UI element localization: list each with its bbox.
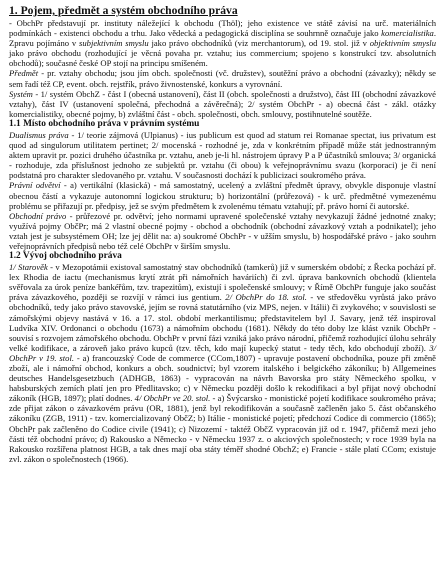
text-run: - a) francouzský Code de commerce (CCom,1807) - upravuje postavení obchodníka, pouze při změně zboží, ale i námořní obchod, konkurs a obch. soudnictví; byl vzorem italského i belgického zákoníku; b) Allgemeines deutsches Handelsgesetzbuch (ADHGB, 1863) - vypracován na návrh Bavorska pro státy Německého spolku, v habsburských zemích platí jen pro Předlitavsko; c) v Německu později došlo k rekodifikaci a byl přijat nový obchodní zákoník (HGB, 1897); platí dodnes. (9, 352, 437, 404)
italic-term: Předmět (9, 68, 39, 79)
text-run: - 1/ teorie zájmová (Ulpianus) - ius publicum est quod ad statum rei Romanae spectat, ius privatum est quod ad singulorum utilitatem pertinet; 2/ mocenská - rozhodné je, zda v konkrétním případě může stát jednostranným aktem upravit pr. pozici druhého účastníka pr. vztahu, aneb je-li hl. nástrojem úpravy P a P účastníků smlouva; 3/ organická - rozhoduje, zda příslušnost jednoho ze subjektů pr. vztahu (či obou) k veřejnoprávnímu svazu (korporaci) je či není podstatná pro charakter sledovaného pr. vztahu. V současnosti dochází k publicizaci soukromého práva. (9, 129, 436, 181)
document-title: 1. Pojem, předmět a systém obchodního práva (9, 4, 238, 17)
text-run: - průřezové pr. odvětví; jeho normami upravené společenské vztahy nevykazují žádné jednotné znaky; využívá pojmy ObčPr; má 2 vlastní obecné pojmy - obchod a obchodník (obchodní závazkový vztah a podnikatel); jeho vztah jest je subsystémem OH; lze jej dělit na: a) soukromé ObchPr - v užším smyslu, b) hospodářské právo - jako souhrn veřejnoprávních předpisů nebo též celé ObchPr v širším smyslu. (9, 210, 437, 251)
italic-term: Dualismus práva (9, 129, 69, 140)
italic-term: Právní odvětví (9, 180, 61, 191)
text-run: - ve středověku vyrůstá jako právo obchodníků, tedy jako právo stavovské, jejím se rovná statutárního (viz MPS, nejen. v Itálii) či zvykového; v souvislosti se zámořskými objevy nastává v 16. a 17. stol. období merkantilismu; představitelem byl J. Savary, jenž též inspiroval Ludvíka XIV. Ordonanci o obchodu (1673) a námořním obchodu (1681). Někdy do této doby lze klást vznik ObchPr - souvisí s rozvojem zámořského obchodu. ObchPr v první fázi vzniká jako právo národní, přičemž rozhodující úlohu sehrály velké kodifikace, a zároveň jako právo kupců (tzv. těch, kdo mají kupecký statut - tedy těch, kdo obchodují zboží). (9, 292, 437, 353)
text-run: - pr. vztahy obchodu; jsou jím obch. společnosti (vč. družstev), soutěžní právo a obchodní (závazky); někdy se sem řadí též CP, event. obch. rejstřík, právo živnostenské, konkurs a vyrovnání. (9, 68, 436, 89)
italic-term: 1/ Starověk (9, 262, 48, 273)
text-run: - a) vertikální (klasická) - má samostatný, ucelený a zvláštní předmět úpravy, obvykle disponuje vlastní obecnou částí a vykazuje autonomní logickou strukturu; b) horizontální (průřezová) - k urč. předmětné vymezenému problému se přiřazují pr. předpisy, jež se svým předmětem k zvolenému tématu vztahují; př. právo horní či autorské. (9, 180, 436, 211)
paragraph (9, 180, 436, 210)
paragraph (9, 89, 436, 119)
italic-term: objektivním smyslu (369, 38, 436, 49)
text-run: jako právo obchodníků (viz merchantorum), od 19. stol. již v (148, 38, 370, 49)
document-body (9, 18, 436, 464)
text-run: - ObchPr představují pr. instituty náležející k obchodu (Thöl); jeho existence ve státě závisí na urč. materiálních podmínkách - existenci obchodu a trhu. Jako vědecká a pedagogická disciplína se souhrnně označuje jako (9, 18, 436, 39)
text-run: - 1/ systém ObchZ - část I (obecná ustanovení), část II (obch. společnosti a družstvo), část III (obchodní závazkové vztahy), část IV (ustanovení společná, přechodná a závěrečná); 2/ systém ObchPr - a) obecná část - zákl. otázky komercialistiky, obecné pojmy, b) zvláštní část - obch. společnosti, obch. smlouvy, postihnutelné soutěže. (9, 88, 436, 119)
text-run: - a) Švýcarsko - monistické pojetí kodifikace soukromého práva; zde přijat zákon o závazkovém právu (OR, 1881), jenž byl rekodifikován a současně začleněn jako 5. část občanského zákoníku (ZGB, 1911) - tzv. komercializovaný ObčZ; b) Itálie - monistické pojetí; předchozí Codice di commercio (1865); ObchPr pak začleněno do Codice civile (1941); c) Nizozemí - taktéž ObčZ vypracován již od r. 1947, přičemž mezi jeho části též obchodní právo; d) Rakousko a Německo - v Německu 1937 z. o akciových společnostech; v roce 1939 byla na Rakousko rozšířena platnost HGB, a tak dnes mají oba státy téměř shodné ObchZ; e) Francie - stále platí CCom; existuje zvl. zákon o společnostech (1966). (9, 393, 436, 464)
paragraph (9, 130, 436, 180)
italic-term: 2/ ObchPr do 18. stol. (225, 292, 307, 303)
italic-term: Systém (9, 88, 33, 99)
text-run: . Zpravu pojímáno v (9, 28, 436, 49)
italic-term: 4/ ObchPr ve 20. stol. (134, 393, 211, 404)
text-run: - v Mezopotámii existoval samostatný stav obchodníků (tamkerů) již v sumerském období; z Řecka pochází př. lex Rhodia de iactu (mechanismus krytí ztrát při námořních haváriích) či zvl. úprava bankovních obchodů (klientela svěřovala za úrok peníze bankéřům, tzv. trapezitům), existují i společenské smlouvy; v Římě ObchPr funguje jako součást práva závazkového, později se rozvíjí v rámci ius gentium. (9, 262, 436, 303)
italic-term: komercialistika (381, 28, 434, 39)
section-heading: 1.2 Vývoj obchodního práva (9, 251, 122, 262)
italic-term: 3/ ObchPr v 19. stol. (9, 342, 436, 363)
italic-term: Obchodní právo (9, 210, 67, 221)
paragraph (9, 18, 436, 68)
paragraph (9, 211, 436, 251)
text-run: jako právo obchodu (rozhodující je věcná povaha pr. vztahu; ius commercium; spojeno s konstrukcí tzv. absolutních obchodů); současné české OP stojí na principu smíšeném. (9, 48, 436, 69)
paragraph (9, 68, 436, 88)
italic-term: subjektivním smyslu (79, 38, 149, 49)
section-heading: 1.1 Místo obchodního práva v právním systému (9, 118, 200, 129)
paragraph (9, 262, 436, 464)
